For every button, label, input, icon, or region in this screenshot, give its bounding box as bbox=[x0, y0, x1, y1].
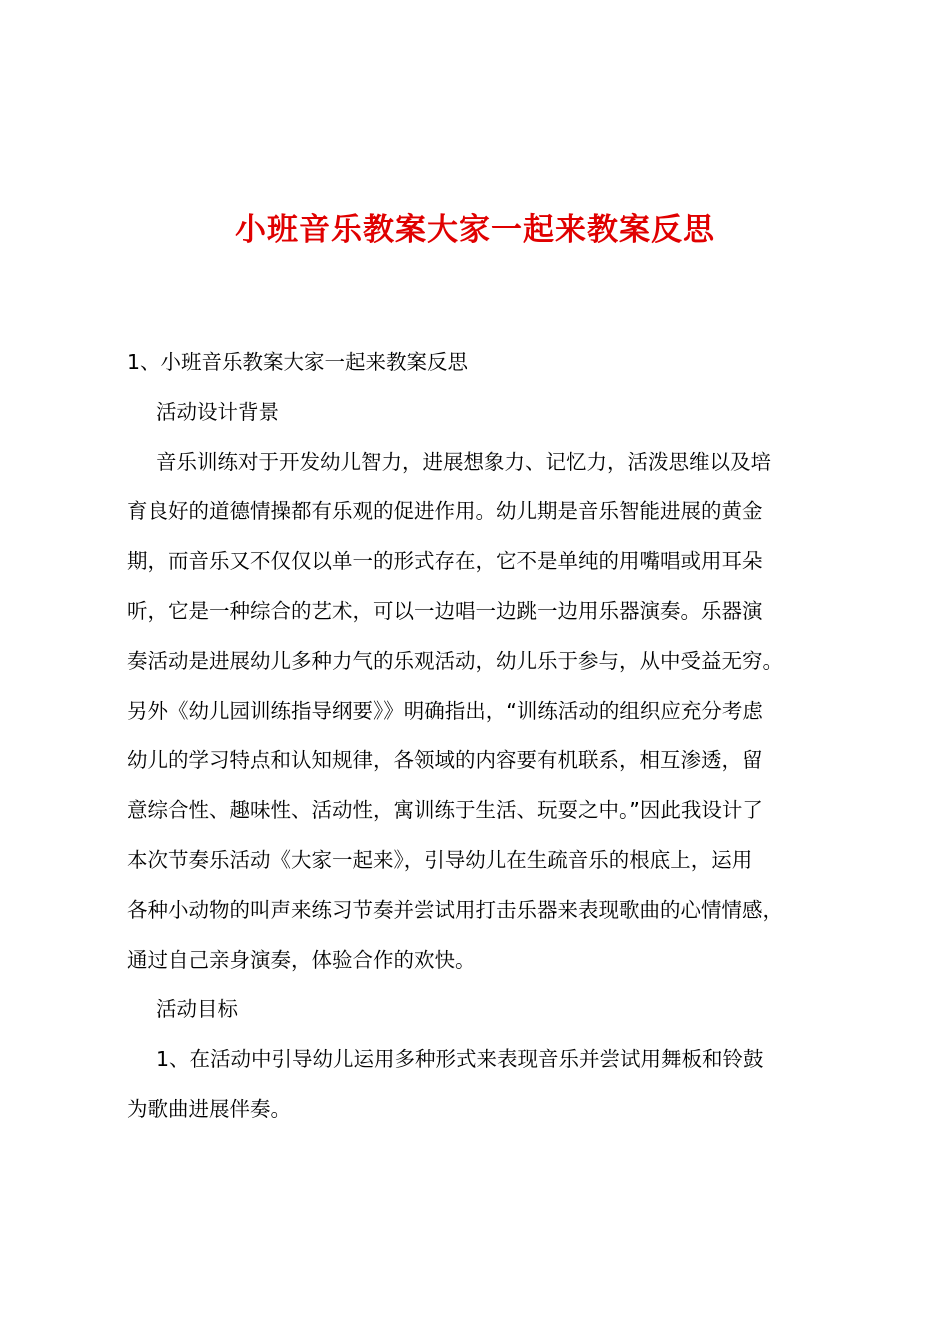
goal-line: 为歌曲进展伴奏。 bbox=[127, 1096, 291, 1121]
paragraph-line: 育良好的道德情操都有乐观的促进作用。幼儿期是音乐智能进展的黄金 bbox=[127, 499, 763, 524]
paragraph-line: 意综合性、趣味性、活动性，寓训练于生活、玩耍之中。”因此我设计了 bbox=[127, 798, 763, 823]
subheading-goals: 活动目标 bbox=[156, 997, 238, 1022]
paragraph-line: 听，它是一种综合的艺术，可以一边唱一边跳一边用乐器演奏。乐器演 bbox=[127, 598, 763, 623]
paragraph-line: 期，而音乐又不仅仅以单一的形式存在，它不是单纯的用嘴唱或用耳朵 bbox=[127, 549, 763, 574]
paragraph-line: 音乐训练对于开发幼儿智力，进展想象力、记忆力，活泼思维以及培 bbox=[156, 449, 771, 474]
goal-line: 1、在活动中引导幼儿运用多种形式来表现音乐并尝试用舞板和铃鼓 bbox=[156, 1047, 764, 1072]
paragraph-line: 通过自己亲身演奏，体验合作的欢快。 bbox=[127, 947, 476, 972]
paragraph-line: 幼儿的学习特点和认知规律，各领域的内容要有机联系，相互渗透，留 bbox=[127, 748, 763, 773]
paragraph-line: 奏活动是进展幼儿多种力气的乐观活动，幼儿乐于参与，从中受益无穷。 bbox=[127, 648, 783, 673]
document-title: 小班音乐教案大家一起来教案反思 bbox=[235, 212, 715, 248]
subheading-background: 活动设计背景 bbox=[156, 399, 279, 424]
paragraph-line: 本次节奏乐活动《大家一起来》，引导幼儿在生疏音乐的根底上，运用 bbox=[127, 847, 753, 872]
paragraph-line: 另外《幼儿园训练指导纲要》》明确指出，“训练活动的组织应充分考虑 bbox=[127, 698, 763, 723]
paragraph-line: 各种小动物的叫声来练习节奏并尝试用打击乐器来表现歌曲的心情情感， bbox=[127, 897, 783, 922]
document-body bbox=[127, 338, 837, 1135]
section-heading: 1、小班音乐教案大家一起来教案反思 bbox=[127, 350, 469, 374]
